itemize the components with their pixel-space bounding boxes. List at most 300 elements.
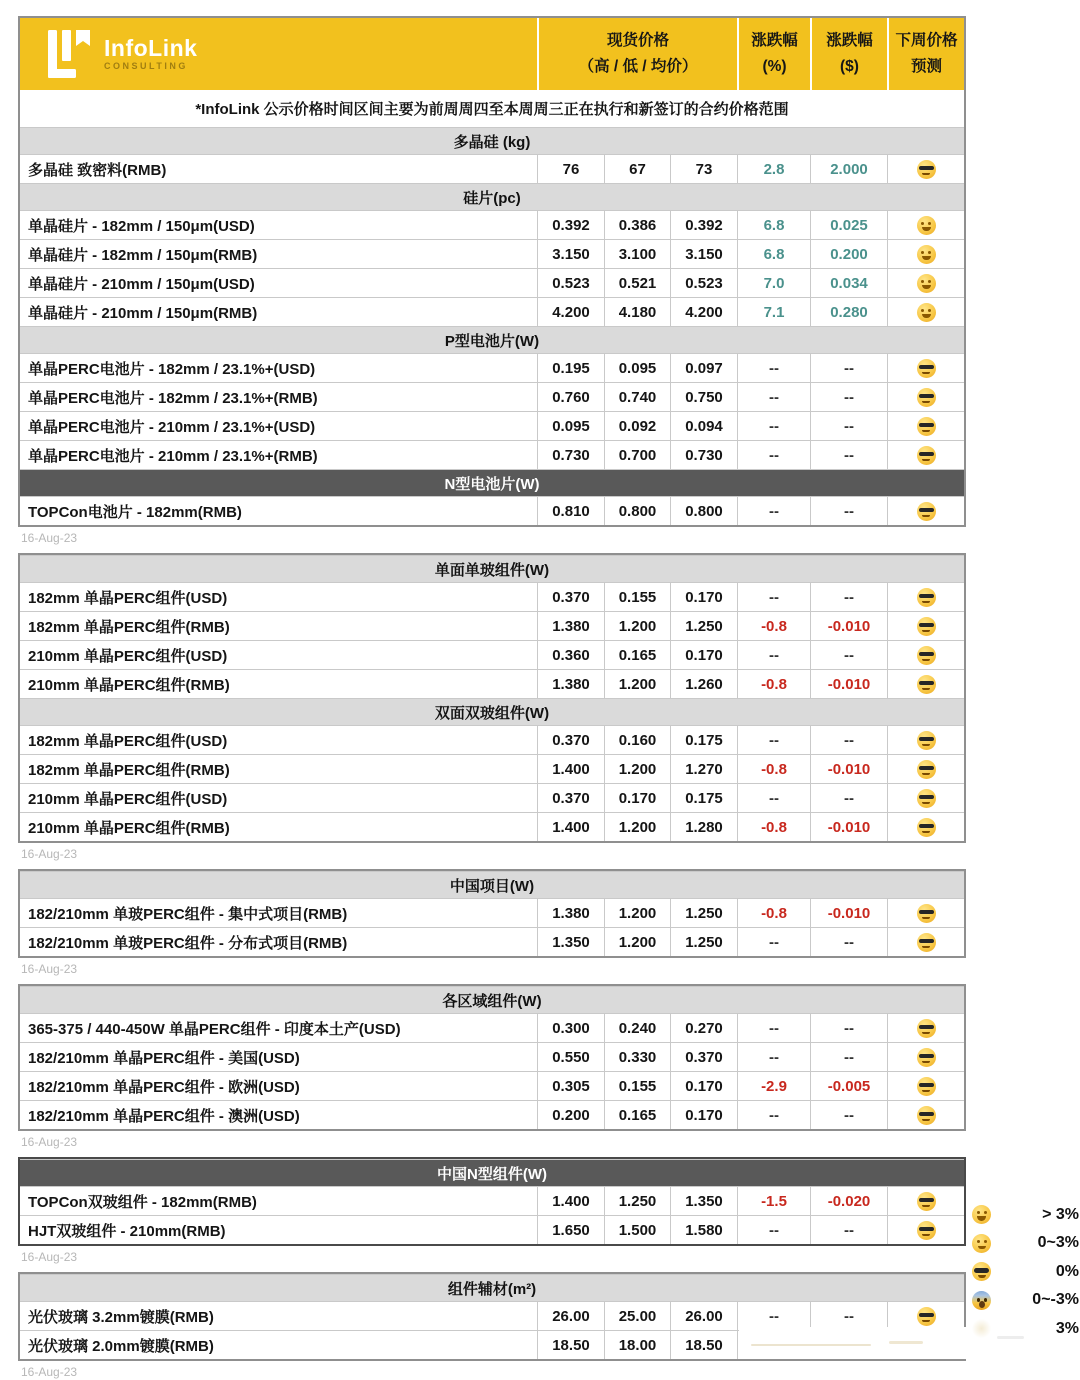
section-header <box>20 986 964 1013</box>
watermark-smudge <box>889 1341 923 1344</box>
change-usd-cell: -0.010 <box>810 899 887 927</box>
product-name-cell: 单晶硅片 - 182mm / 150μm(USD) <box>28 217 255 235</box>
product-name-cell: 182mm 单晶PERC组件(USD) <box>28 732 228 750</box>
price-low-cell: 0.170 <box>604 784 670 812</box>
forecast-cell <box>887 670 964 698</box>
price-high-cell: 0.370 <box>537 583 604 611</box>
col-header-change-pct: 涨跌幅 (%) <box>737 18 810 90</box>
forecast-cell <box>887 583 964 611</box>
change-usd-cell: 2.000 <box>810 155 887 183</box>
price-high-cell: 0.810 <box>537 497 604 525</box>
forecast-cell <box>887 928 964 956</box>
legend-label: 0% <box>1055 1262 1079 1280</box>
col-header-change-usd: 涨跌幅 ($) <box>810 18 887 90</box>
section-title: 各区域组件(W) <box>442 992 542 1010</box>
smile-big-emoji-icon <box>972 1205 991 1224</box>
table-row <box>20 1071 964 1100</box>
forecast-cell <box>887 1302 964 1330</box>
price-avg-cell: 0.175 <box>670 784 737 812</box>
table-row <box>20 1301 964 1330</box>
product-name-cell: 单晶PERC电池片 - 210mm / 23.1%+(USD) <box>28 418 316 436</box>
price-high-cell: 0.195 <box>537 354 604 382</box>
table-row <box>20 440 964 469</box>
cool-emoji-icon <box>917 359 936 378</box>
price-avg-cell: 18.50 <box>670 1331 737 1359</box>
cool-emoji-icon <box>917 1077 936 1096</box>
product-name-cell: 182/210mm 单晶PERC组件 - 美国(USD) <box>28 1049 300 1067</box>
price-table-block <box>18 553 966 843</box>
price-high-cell: 1.380 <box>537 899 604 927</box>
price-avg-cell: 0.094 <box>670 412 737 440</box>
table-row <box>20 582 964 611</box>
product-name-cell: 210mm 单晶PERC组件(USD) <box>28 790 228 808</box>
change-pct-cell: -- <box>737 726 810 754</box>
price-high-cell: 1.400 <box>537 1187 604 1215</box>
table-row <box>20 382 964 411</box>
price-high-cell: 0.360 <box>537 641 604 669</box>
erased-emoji-icon <box>972 1319 991 1338</box>
change-pct-cell: -1.5 <box>737 1187 810 1215</box>
table-row <box>20 1215 964 1244</box>
product-name-cell: 182mm 单晶PERC组件(USD) <box>28 589 228 607</box>
change-usd-cell: -- <box>810 354 887 382</box>
product-name-cell: 光伏玻璃 2.0mm镀膜(RMB) <box>28 1337 214 1355</box>
cool-emoji-icon <box>917 1307 936 1326</box>
cool-emoji-icon <box>917 1106 936 1125</box>
cool-emoji-icon <box>917 933 936 952</box>
price-high-cell: 0.370 <box>537 784 604 812</box>
change-pct-cell: -0.8 <box>737 755 810 783</box>
smile-big-emoji-icon <box>917 245 936 264</box>
price-high-cell: 4.200 <box>537 298 604 326</box>
date-stamp: 16-Aug-23 <box>21 847 78 861</box>
product-name-cell: 单晶硅片 - 210mm / 150μm(RMB) <box>28 304 258 322</box>
price-avg-cell: 3.150 <box>670 240 737 268</box>
change-pct-cell: -- <box>737 497 810 525</box>
price-high-cell: 1.350 <box>537 928 604 956</box>
price-avg-cell: 1.280 <box>670 813 737 841</box>
price-avg-cell: 0.800 <box>670 497 737 525</box>
price-low-cell: 0.521 <box>604 269 670 297</box>
price-low-cell: 67 <box>604 155 670 183</box>
price-high-cell: 0.523 <box>537 269 604 297</box>
price-low-cell: 1.200 <box>604 899 670 927</box>
brand-name: InfoLink <box>104 34 198 61</box>
table-row <box>20 754 964 783</box>
product-name-cell: 182mm 单晶PERC组件(RMB) <box>28 618 230 636</box>
change-pct-cell: -- <box>737 641 810 669</box>
logo-mark-icon <box>46 28 92 80</box>
table-row <box>20 1186 964 1215</box>
price-avg-cell: 0.370 <box>670 1043 737 1071</box>
product-name-cell: 210mm 单晶PERC组件(RMB) <box>28 819 230 837</box>
erased-watermark-patch <box>739 1327 967 1359</box>
cool-emoji-icon <box>917 1019 936 1038</box>
change-usd-cell: -- <box>810 1014 887 1042</box>
price-low-cell: 4.180 <box>604 298 670 326</box>
change-pct-cell: -- <box>737 354 810 382</box>
product-name-cell: 单晶PERC电池片 - 210mm / 23.1%+(RMB) <box>28 447 318 465</box>
change-pct-cell: -- <box>737 784 810 812</box>
change-pct-cell: 6.8 <box>737 240 810 268</box>
forecast-cell <box>887 354 964 382</box>
price-high-cell: 1.400 <box>537 813 604 841</box>
table-row <box>20 210 964 239</box>
cool-emoji-icon <box>917 417 936 436</box>
cool-emoji-icon <box>917 502 936 521</box>
date-stamp: 16-Aug-23 <box>21 1250 78 1264</box>
section-header <box>20 871 964 898</box>
price-low-cell: 0.740 <box>604 383 670 411</box>
change-pct-cell: -2.9 <box>737 1072 810 1100</box>
brand-subtitle: CONSULTING <box>104 60 188 71</box>
change-usd-cell: 0.034 <box>810 269 887 297</box>
change-pct-cell: -0.8 <box>737 899 810 927</box>
forecast-cell <box>887 1072 964 1100</box>
table-row <box>20 669 964 698</box>
product-name-cell: 182/210mm 单晶PERC组件 - 澳洲(USD) <box>28 1107 300 1125</box>
price-low-cell: 0.330 <box>604 1043 670 1071</box>
legend-item <box>972 1320 1079 1337</box>
change-pct-cell: -- <box>737 412 810 440</box>
table-row <box>20 783 964 812</box>
product-name-cell: TOPCon电池片 - 182mm(RMB) <box>28 503 242 521</box>
change-pct-cell: -- <box>737 1216 810 1244</box>
price-avg-cell: 0.170 <box>670 1101 737 1129</box>
cool-emoji-icon <box>917 904 936 923</box>
forecast-cell <box>887 1101 964 1129</box>
price-low-cell: 18.00 <box>604 1331 670 1359</box>
forecast-cell <box>887 211 964 239</box>
price-avg-cell: 26.00 <box>670 1302 737 1330</box>
price-low-cell: 0.165 <box>604 1101 670 1129</box>
date-stamp: 16-Aug-23 <box>21 962 78 976</box>
price-low-cell: 0.095 <box>604 354 670 382</box>
price-avg-cell: 1.260 <box>670 670 737 698</box>
forecast-cell <box>887 784 964 812</box>
product-name-cell: 多晶硅 致密料(RMB) <box>28 161 167 179</box>
legend-label: 0~-3% <box>1032 1291 1079 1308</box>
price-table-block <box>18 869 966 958</box>
price-low-cell: 1.200 <box>604 813 670 841</box>
price-avg-cell: 0.730 <box>670 441 737 469</box>
change-usd-cell: -- <box>810 383 887 411</box>
legend-label: > 3% <box>1042 1205 1079 1223</box>
product-name-cell: 210mm 单晶PERC组件(RMB) <box>28 676 230 694</box>
cool-emoji-icon <box>917 646 936 665</box>
table-row <box>20 611 964 640</box>
price-low-cell: 1.200 <box>604 928 670 956</box>
product-name-cell: TOPCon双玻组件 - 182mm(RMB) <box>28 1193 257 1211</box>
cool-emoji-icon <box>917 789 936 808</box>
price-avg-cell: 1.350 <box>670 1187 737 1215</box>
section-title: 组件辅材(m²) <box>447 1280 537 1298</box>
product-name-cell: 365-375 / 440-450W 单晶PERC组件 - 印度本土产(USD) <box>28 1020 401 1038</box>
table-row <box>20 353 964 382</box>
price-avg-cell: 0.523 <box>670 269 737 297</box>
table-row <box>20 1042 964 1071</box>
infolink-logo <box>20 18 537 90</box>
price-table-block <box>18 984 966 1131</box>
forecast-cell <box>887 383 964 411</box>
change-usd-cell: -- <box>810 1302 887 1330</box>
price-high-cell: 0.550 <box>537 1043 604 1071</box>
price-high-cell: 1.380 <box>537 670 604 698</box>
section-header <box>20 1274 964 1301</box>
watermark-smudge <box>751 1344 871 1346</box>
change-pct-cell: 7.0 <box>737 269 810 297</box>
price-high-cell: 0.305 <box>537 1072 604 1100</box>
price-avg-cell: 1.270 <box>670 755 737 783</box>
change-pct-cell: -- <box>737 1302 810 1330</box>
forecast-cell <box>887 641 964 669</box>
change-usd-cell: -0.020 <box>810 1187 887 1215</box>
date-stamp: 16-Aug-23 <box>21 1365 78 1379</box>
section-header <box>20 1159 964 1186</box>
brand-header <box>20 18 964 90</box>
price-high-cell: 0.370 <box>537 726 604 754</box>
cool-emoji-icon <box>917 446 936 465</box>
forecast-cell <box>887 899 964 927</box>
price-high-cell: 0.095 <box>537 412 604 440</box>
change-usd-cell: 0.025 <box>810 211 887 239</box>
price-low-cell: 0.155 <box>604 583 670 611</box>
price-high-cell: 0.730 <box>537 441 604 469</box>
cool-emoji-icon <box>917 617 936 636</box>
change-usd-cell: 0.200 <box>810 240 887 268</box>
price-high-cell: 76 <box>537 155 604 183</box>
section-title: 中国N型组件(W) <box>437 1165 547 1183</box>
forecast-cell <box>887 412 964 440</box>
change-pct-cell: 7.1 <box>737 298 810 326</box>
change-pct-cell: -0.8 <box>737 612 810 640</box>
table-row <box>20 927 964 956</box>
product-name-cell: 单晶硅片 - 182mm / 150μm(RMB) <box>28 246 258 264</box>
change-pct-cell: -- <box>737 383 810 411</box>
forecast-cell <box>887 240 964 268</box>
table-row <box>20 1013 964 1042</box>
section-title: 硅片(pc) <box>463 189 521 207</box>
price-high-cell: 1.380 <box>537 612 604 640</box>
price-table-block <box>18 16 966 527</box>
table-row <box>20 725 964 754</box>
col-header-spot-price: 现货价格 （高 / 低 / 均价） <box>537 18 737 90</box>
change-usd-cell: -0.005 <box>810 1072 887 1100</box>
forecast-cell <box>887 298 964 326</box>
product-name-cell: 单晶PERC电池片 - 182mm / 23.1%+(USD) <box>28 360 316 378</box>
table-row <box>20 297 964 326</box>
price-high-cell: 0.300 <box>537 1014 604 1042</box>
price-high-cell: 18.50 <box>537 1331 604 1359</box>
forecast-cell <box>887 497 964 525</box>
price-avg-cell: 73 <box>670 155 737 183</box>
product-name-cell: 单晶硅片 - 210mm / 150μm(USD) <box>28 275 255 293</box>
section-title: 双面双玻组件(W) <box>434 704 550 722</box>
smile-big-emoji-icon <box>917 303 936 322</box>
price-low-cell: 0.240 <box>604 1014 670 1042</box>
change-pct-cell: -- <box>737 583 810 611</box>
legend-item <box>972 1263 1079 1280</box>
price-sheet <box>18 16 966 1380</box>
section-header <box>20 469 964 496</box>
table-row <box>20 239 964 268</box>
price-avg-cell: 1.580 <box>670 1216 737 1244</box>
table-blocks-container <box>18 16 966 1379</box>
price-avg-cell: 0.270 <box>670 1014 737 1042</box>
price-high-cell: 1.650 <box>537 1216 604 1244</box>
legend-item <box>972 1235 1079 1252</box>
product-name-cell: 单晶PERC电池片 - 182mm / 23.1%+(RMB) <box>28 389 318 407</box>
price-avg-cell: 0.392 <box>670 211 737 239</box>
price-avg-cell: 1.250 <box>670 928 737 956</box>
section-header <box>20 127 964 154</box>
legend-label: 0~3% <box>1037 1234 1079 1251</box>
price-low-cell: 1.500 <box>604 1216 670 1244</box>
price-high-cell: 0.392 <box>537 211 604 239</box>
price-avg-cell: 0.097 <box>670 354 737 382</box>
change-usd-cell: -0.010 <box>810 813 887 841</box>
price-avg-cell: 0.175 <box>670 726 737 754</box>
forecast-cell <box>887 755 964 783</box>
forecast-legend <box>972 1206 1079 1337</box>
table-row <box>20 496 964 525</box>
table-row <box>20 154 964 183</box>
forecast-cell <box>887 612 964 640</box>
section-header <box>20 698 964 725</box>
price-low-cell: 0.800 <box>604 497 670 525</box>
change-usd-cell: -- <box>810 441 887 469</box>
price-high-cell: 3.150 <box>537 240 604 268</box>
price-avg-cell: 0.170 <box>670 1072 737 1100</box>
section-header <box>20 555 964 582</box>
scream-emoji-icon <box>972 1291 991 1310</box>
legend-label: 3% <box>1055 1319 1079 1337</box>
change-usd-cell: -- <box>810 1216 887 1244</box>
cool-emoji-icon <box>917 675 936 694</box>
price-note: *InfoLink 公示价格时间区间主要为前周周四至本周周三正在执行和新签订的合约价格范围 <box>20 90 964 127</box>
cool-emoji-icon <box>917 818 936 837</box>
price-low-cell: 1.200 <box>604 755 670 783</box>
watermark-smudge <box>997 1336 1024 1339</box>
price-low-cell: 0.160 <box>604 726 670 754</box>
price-low-cell: 0.165 <box>604 641 670 669</box>
forecast-cell <box>887 1216 964 1244</box>
price-avg-cell: 1.250 <box>670 612 737 640</box>
product-name-cell: HJT双玻组件 - 210mm(RMB) <box>28 1222 226 1240</box>
section-title: 多晶硅 (kg) <box>453 133 531 151</box>
cool-emoji-icon <box>917 1192 936 1211</box>
table-row <box>20 898 964 927</box>
product-name-cell: 182/210mm 单玻PERC组件 - 集中式项目(RMB) <box>28 905 348 923</box>
forecast-cell <box>887 813 964 841</box>
cool-emoji-icon <box>917 731 936 750</box>
table-row <box>20 1100 964 1129</box>
date-stamp: 16-Aug-23 <box>21 1135 78 1149</box>
change-usd-cell: -- <box>810 928 887 956</box>
price-avg-cell: 4.200 <box>670 298 737 326</box>
change-usd-cell: -- <box>810 784 887 812</box>
price-low-cell: 0.092 <box>604 412 670 440</box>
section-header <box>20 326 964 353</box>
price-high-cell: 1.400 <box>537 755 604 783</box>
forecast-cell <box>887 1187 964 1215</box>
table-row <box>20 268 964 297</box>
price-table-block <box>18 1157 966 1246</box>
table-row <box>20 411 964 440</box>
price-avg-cell: 0.750 <box>670 383 737 411</box>
change-pct-cell: 6.8 <box>737 211 810 239</box>
section-title: P型电池片(W) <box>444 332 540 350</box>
cool-emoji-icon <box>917 160 936 179</box>
price-low-cell: 0.386 <box>604 211 670 239</box>
change-usd-cell: -- <box>810 641 887 669</box>
date-stamp: 16-Aug-23 <box>21 531 78 545</box>
price-avg-cell: 0.170 <box>670 583 737 611</box>
cool-emoji-icon <box>917 760 936 779</box>
cool-emoji-icon <box>917 1221 936 1240</box>
change-pct-cell: -- <box>737 1043 810 1071</box>
smile-emoji-icon <box>972 1234 991 1253</box>
product-name-cell: 182/210mm 单玻PERC组件 - 分布式项目(RMB) <box>28 934 348 952</box>
forecast-cell <box>887 441 964 469</box>
price-high-cell: 0.200 <box>537 1101 604 1129</box>
section-title: N型电池片(W) <box>444 475 540 493</box>
change-pct-cell: -- <box>737 1101 810 1129</box>
product-name-cell: 光伏玻璃 3.2mm镀膜(RMB) <box>28 1308 214 1326</box>
change-usd-cell: -- <box>810 583 887 611</box>
price-low-cell: 3.100 <box>604 240 670 268</box>
legend-item <box>972 1206 1079 1223</box>
change-usd-cell: 0.280 <box>810 298 887 326</box>
forecast-cell <box>887 1014 964 1042</box>
price-low-cell: 1.250 <box>604 1187 670 1215</box>
change-usd-cell: -0.010 <box>810 670 887 698</box>
change-pct-cell: -0.8 <box>737 670 810 698</box>
forecast-cell <box>887 269 964 297</box>
legend-item <box>972 1292 1079 1309</box>
price-low-cell: 0.155 <box>604 1072 670 1100</box>
product-name-cell: 210mm 单晶PERC组件(USD) <box>28 647 228 665</box>
change-pct-cell: -- <box>737 1014 810 1042</box>
cool-emoji-icon <box>917 388 936 407</box>
change-usd-cell: -- <box>810 1101 887 1129</box>
table-row <box>20 640 964 669</box>
forecast-cell <box>887 155 964 183</box>
section-title: 中国项目(W) <box>449 877 535 895</box>
price-avg-cell: 0.170 <box>670 641 737 669</box>
price-low-cell: 1.200 <box>604 670 670 698</box>
change-pct-cell: 2.8 <box>737 155 810 183</box>
smile-big-emoji-icon <box>917 274 936 293</box>
price-high-cell: 26.00 <box>537 1302 604 1330</box>
price-avg-cell: 1.250 <box>670 899 737 927</box>
price-low-cell: 25.00 <box>604 1302 670 1330</box>
change-usd-cell: -- <box>810 1043 887 1071</box>
section-title: 单面单玻组件(W) <box>434 561 550 579</box>
change-usd-cell: -- <box>810 497 887 525</box>
product-name-cell: 182/210mm 单晶PERC组件 - 欧洲(USD) <box>28 1078 300 1096</box>
smile-big-emoji-icon <box>917 216 936 235</box>
price-low-cell: 1.200 <box>604 612 670 640</box>
change-pct-cell: -- <box>737 928 810 956</box>
change-usd-cell: -0.010 <box>810 612 887 640</box>
change-pct-cell: -- <box>737 441 810 469</box>
change-usd-cell: -- <box>810 726 887 754</box>
change-usd-cell: -0.010 <box>810 755 887 783</box>
forecast-cell <box>887 726 964 754</box>
price-high-cell: 0.760 <box>537 383 604 411</box>
price-low-cell: 0.700 <box>604 441 670 469</box>
